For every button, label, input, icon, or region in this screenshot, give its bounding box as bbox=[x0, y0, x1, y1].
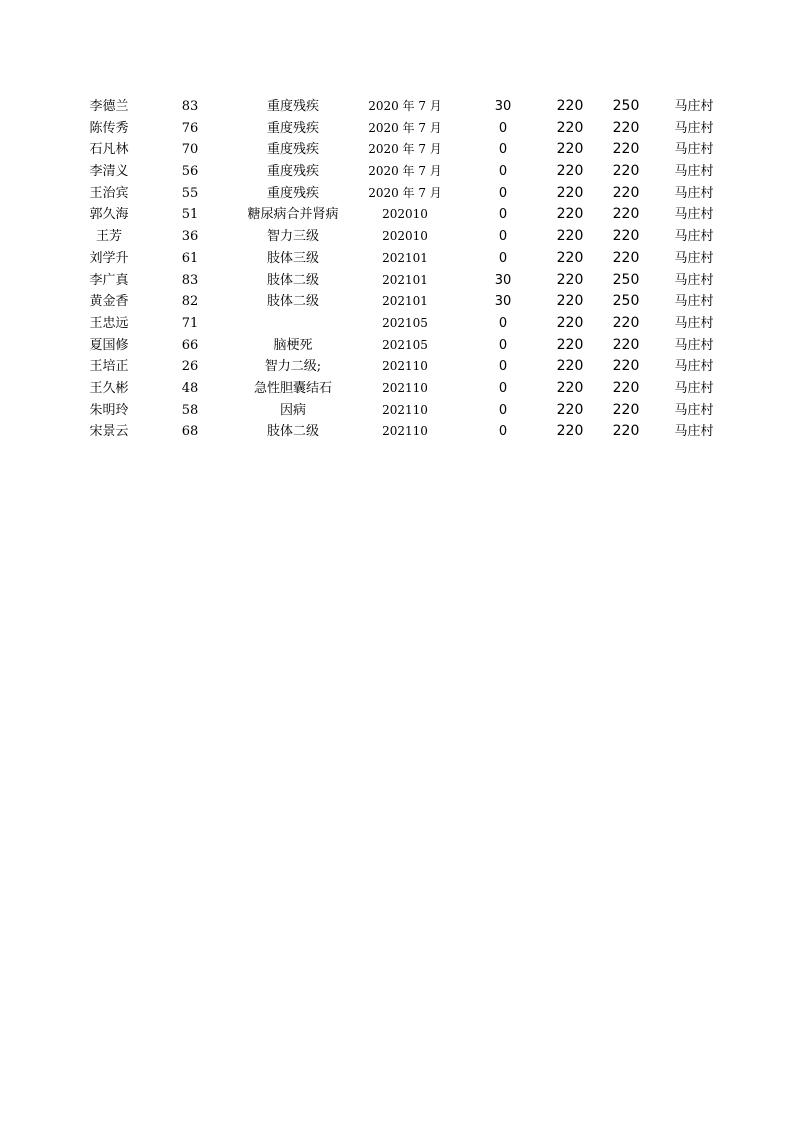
age-cell: 68 bbox=[181, 424, 199, 440]
table-row bbox=[0, 356, 793, 378]
base-amount-cell: 220 bbox=[556, 423, 584, 440]
table-row bbox=[0, 248, 793, 270]
name-cell: 黄金香 bbox=[89, 294, 129, 310]
age-cell: 82 bbox=[181, 294, 199, 310]
table-row bbox=[0, 161, 793, 183]
date-cell: 2020 年 7 月 bbox=[368, 99, 442, 113]
name-cell: 宋景云 bbox=[89, 424, 129, 440]
condition-cell: 重度残疾 bbox=[266, 164, 319, 180]
condition-cell: 重度残疾 bbox=[266, 142, 319, 158]
total-amount-cell: 220 bbox=[612, 423, 640, 440]
name-cell: 王久彬 bbox=[89, 380, 129, 396]
date-cell: 202010 bbox=[382, 229, 428, 244]
extra-amount-cell: 0 bbox=[498, 120, 508, 136]
age-cell: 83 bbox=[181, 272, 199, 288]
village-cell: 马庄村 bbox=[674, 337, 714, 353]
base-amount-cell: 220 bbox=[556, 358, 584, 375]
village-cell: 马庄村 bbox=[674, 380, 714, 396]
name-cell: 王培正 bbox=[89, 359, 129, 375]
condition-cell: 智力三级 bbox=[266, 229, 319, 245]
base-amount-cell: 220 bbox=[556, 314, 584, 331]
condition-cell: 急性胆囊结石 bbox=[253, 380, 332, 396]
table-row bbox=[0, 183, 793, 205]
name-cell: 李清义 bbox=[89, 164, 129, 180]
date-cell: 202101 bbox=[382, 294, 428, 309]
date-cell: 202110 bbox=[382, 380, 428, 395]
extra-amount-cell: 30 bbox=[494, 99, 512, 114]
base-amount-cell: 220 bbox=[556, 141, 584, 158]
base-amount-cell: 220 bbox=[556, 228, 584, 245]
total-amount-cell: 220 bbox=[612, 163, 640, 180]
name-cell: 郭久海 bbox=[89, 207, 129, 223]
date-cell: 202105 bbox=[382, 337, 428, 352]
condition-cell: 重度残疾 bbox=[266, 120, 319, 136]
base-amount-cell: 220 bbox=[556, 163, 584, 180]
extra-amount-cell: 30 bbox=[494, 294, 512, 310]
condition-cell: 脑梗死 bbox=[273, 337, 313, 353]
table-row bbox=[0, 226, 793, 248]
village-cell: 马庄村 bbox=[674, 99, 714, 114]
base-amount-cell: 220 bbox=[556, 293, 584, 310]
age-cell: 71 bbox=[181, 315, 199, 331]
extra-amount-cell: 0 bbox=[498, 337, 508, 353]
age-cell: 70 bbox=[181, 142, 199, 158]
data-table bbox=[0, 96, 793, 443]
village-cell: 马庄村 bbox=[674, 250, 714, 266]
total-amount-cell: 220 bbox=[612, 336, 640, 353]
total-amount-cell: 220 bbox=[612, 249, 640, 266]
table-row bbox=[0, 270, 793, 292]
condition-cell: 肢体二级 bbox=[266, 294, 319, 310]
name-cell: 王治宾 bbox=[89, 185, 129, 201]
date-cell: 202110 bbox=[382, 359, 428, 374]
extra-amount-cell: 0 bbox=[498, 185, 508, 201]
condition-cell: 肢体三级 bbox=[266, 250, 319, 266]
total-amount-cell: 220 bbox=[612, 379, 640, 396]
table-row bbox=[0, 335, 793, 357]
total-amount-cell: 220 bbox=[612, 119, 640, 136]
extra-amount-cell: 0 bbox=[498, 315, 508, 331]
date-cell: 202110 bbox=[382, 424, 428, 439]
date-cell: 202105 bbox=[382, 315, 428, 330]
total-amount-cell: 250 bbox=[612, 293, 640, 310]
base-amount-cell: 220 bbox=[556, 379, 584, 396]
extra-amount-cell: 0 bbox=[498, 380, 508, 396]
village-cell: 马庄村 bbox=[674, 142, 714, 158]
base-amount-cell: 220 bbox=[556, 119, 584, 136]
total-amount-cell: 250 bbox=[612, 98, 640, 114]
extra-amount-cell: 30 bbox=[494, 272, 512, 288]
age-cell: 51 bbox=[181, 207, 199, 223]
table-row bbox=[0, 118, 793, 140]
table-row bbox=[0, 400, 793, 422]
age-cell: 58 bbox=[181, 402, 199, 418]
table-row bbox=[0, 378, 793, 400]
village-cell: 马庄村 bbox=[674, 229, 714, 245]
table-row bbox=[0, 96, 793, 118]
base-amount-cell: 220 bbox=[556, 206, 584, 223]
base-amount-cell: 220 bbox=[556, 98, 584, 114]
name-cell: 李广真 bbox=[89, 272, 129, 288]
name-cell: 王忠远 bbox=[89, 315, 129, 331]
table-row bbox=[0, 291, 793, 313]
extra-amount-cell: 0 bbox=[498, 359, 508, 375]
total-amount-cell: 220 bbox=[612, 228, 640, 245]
condition-cell: 重度残疾 bbox=[266, 185, 319, 201]
name-cell: 朱明玲 bbox=[89, 402, 129, 418]
age-cell: 55 bbox=[181, 185, 199, 201]
total-amount-cell: 220 bbox=[612, 141, 640, 158]
table-row bbox=[0, 421, 793, 443]
age-cell: 76 bbox=[181, 120, 199, 136]
extra-amount-cell: 0 bbox=[498, 424, 508, 440]
total-amount-cell: 220 bbox=[612, 401, 640, 418]
name-cell: 夏国修 bbox=[89, 337, 129, 353]
village-cell: 马庄村 bbox=[674, 164, 714, 180]
extra-amount-cell: 0 bbox=[498, 229, 508, 245]
extra-amount-cell: 0 bbox=[498, 164, 508, 180]
condition-cell: 重度残疾 bbox=[266, 99, 319, 114]
village-cell: 马庄村 bbox=[674, 315, 714, 331]
age-cell: 48 bbox=[181, 380, 199, 396]
age-cell: 36 bbox=[181, 229, 199, 245]
date-cell: 2020 年 7 月 bbox=[368, 164, 442, 179]
base-amount-cell: 220 bbox=[556, 401, 584, 418]
village-cell: 马庄村 bbox=[674, 424, 714, 440]
extra-amount-cell: 0 bbox=[498, 402, 508, 418]
extra-amount-cell: 0 bbox=[498, 207, 508, 223]
condition-cell: 智力二级; bbox=[264, 359, 322, 375]
total-amount-cell: 220 bbox=[612, 206, 640, 223]
age-cell: 61 bbox=[181, 250, 199, 266]
name-cell: 王芳 bbox=[95, 229, 122, 245]
condition-cell: 肢体二级 bbox=[266, 272, 319, 288]
name-cell: 石凡林 bbox=[89, 142, 129, 158]
village-cell: 马庄村 bbox=[674, 185, 714, 201]
base-amount-cell: 220 bbox=[556, 336, 584, 353]
name-cell: 陈传秀 bbox=[89, 120, 129, 136]
date-cell: 202101 bbox=[382, 272, 428, 287]
date-cell: 202101 bbox=[382, 250, 428, 265]
total-amount-cell: 220 bbox=[612, 358, 640, 375]
village-cell: 马庄村 bbox=[674, 402, 714, 418]
base-amount-cell: 220 bbox=[556, 249, 584, 266]
total-amount-cell: 220 bbox=[612, 184, 640, 201]
village-cell: 马庄村 bbox=[674, 272, 714, 288]
total-amount-cell: 250 bbox=[612, 271, 640, 288]
condition-cell: 肢体二级 bbox=[266, 424, 319, 440]
age-cell: 66 bbox=[181, 337, 199, 353]
age-cell: 83 bbox=[181, 99, 199, 114]
date-cell: 2020 年 7 月 bbox=[368, 142, 442, 157]
village-cell: 马庄村 bbox=[674, 359, 714, 375]
village-cell: 马庄村 bbox=[674, 207, 714, 223]
condition-cell: 因病 bbox=[279, 402, 306, 418]
extra-amount-cell: 0 bbox=[498, 142, 508, 158]
table-row bbox=[0, 204, 793, 226]
condition-cell: 糖尿病合并肾病 bbox=[247, 207, 339, 223]
village-cell: 马庄村 bbox=[674, 294, 714, 310]
base-amount-cell: 220 bbox=[556, 271, 584, 288]
total-amount-cell: 220 bbox=[612, 314, 640, 331]
table-row bbox=[0, 313, 793, 335]
base-amount-cell: 220 bbox=[556, 184, 584, 201]
age-cell: 56 bbox=[181, 164, 199, 180]
name-cell: 李德兰 bbox=[89, 99, 129, 114]
date-cell: 202110 bbox=[382, 402, 428, 417]
name-cell: 刘学升 bbox=[89, 250, 129, 266]
table-row bbox=[0, 139, 793, 161]
village-cell: 马庄村 bbox=[674, 120, 714, 136]
date-cell: 2020 年 7 月 bbox=[368, 185, 442, 200]
date-cell: 202010 bbox=[382, 207, 428, 222]
extra-amount-cell: 0 bbox=[498, 250, 508, 266]
date-cell: 2020 年 7 月 bbox=[368, 120, 442, 135]
age-cell: 26 bbox=[181, 359, 199, 375]
